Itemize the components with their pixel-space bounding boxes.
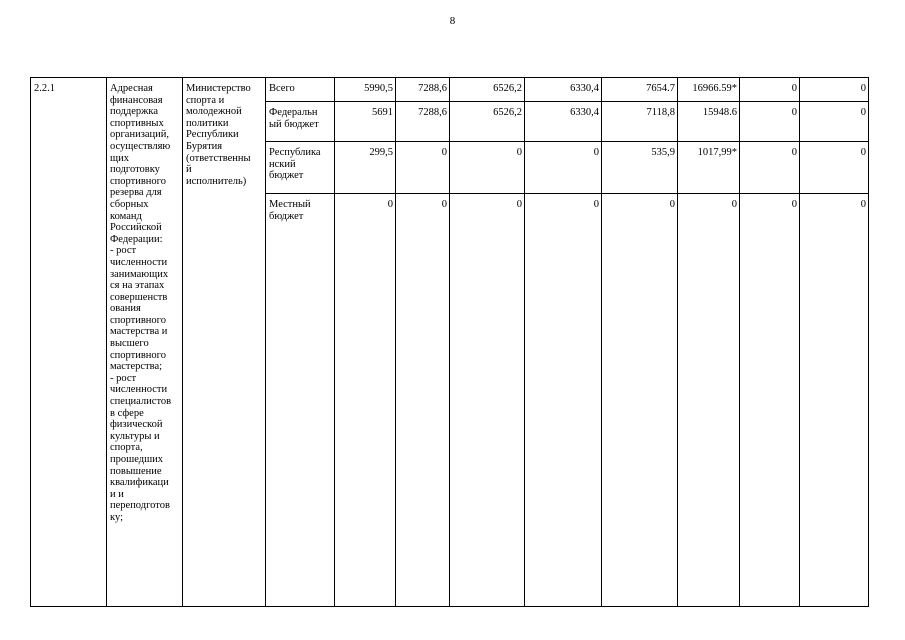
value-cell: 0 [602,194,678,607]
value-cell: 5691 [335,102,396,142]
funding-source-cell: Местный бюджет [266,194,335,607]
value-cell: 0 [740,78,800,102]
value-cell: 0 [800,142,869,194]
value-cell: 0 [450,142,525,194]
value-cell: 0 [335,194,396,607]
measure-description-cell: Адресная финансовая поддержка спортивных организаций, осуществляю щих подготовку спортивного резерва для сборных команд Российской Федерации: - рост численности занимающих ся на этапах совершенств ования спортивного мастерства и высшего спортивного мастерства; - рост численности специалистов в сфере физической культуры и спорта, прошедших повышение квалификаци и и переподготов ку; [107,78,183,607]
funding-source-cell: Республика нский бюджет [266,142,335,194]
value-cell: 535,9 [602,142,678,194]
budget-table [30,77,869,607]
value-cell: 7654.7 [602,78,678,102]
value-cell: 0 [740,194,800,607]
value-cell: 6330,4 [525,78,602,102]
value-cell: 1017,99* [678,142,740,194]
value-cell: 299,5 [335,142,396,194]
value-cell: 6526,2 [450,78,525,102]
value-cell: 0 [396,194,450,607]
value-cell: 0 [450,194,525,607]
responsible-executor-cell: Министерство спорта и молодежной политики Республики Бурятия (ответственны й исполнитель) [183,78,266,607]
row-code-cell: 2.2.1 [31,78,107,607]
value-cell: 0 [740,142,800,194]
value-cell: 7118,8 [602,102,678,142]
value-cell: 6526,2 [450,102,525,142]
page-number: 8 [449,15,456,27]
value-cell: 15948.6 [678,102,740,142]
funding-source-cell: Всего [266,78,335,102]
value-cell: 7288,6 [396,78,450,102]
value-cell: 7288,6 [396,102,450,142]
table-row [31,78,869,102]
value-cell: 0 [800,78,869,102]
value-cell: 0 [678,194,740,607]
value-cell: 0 [396,142,450,194]
value-cell: 0 [740,102,800,142]
value-cell: 0 [800,194,869,607]
value-cell: 16966.59* [678,78,740,102]
value-cell: 6330,4 [525,102,602,142]
value-cell: 0 [525,194,602,607]
value-cell: 0 [525,142,602,194]
funding-source-cell: Федеральн ый бюджет [266,102,335,142]
value-cell: 0 [800,102,869,142]
value-cell: 5990,5 [335,78,396,102]
